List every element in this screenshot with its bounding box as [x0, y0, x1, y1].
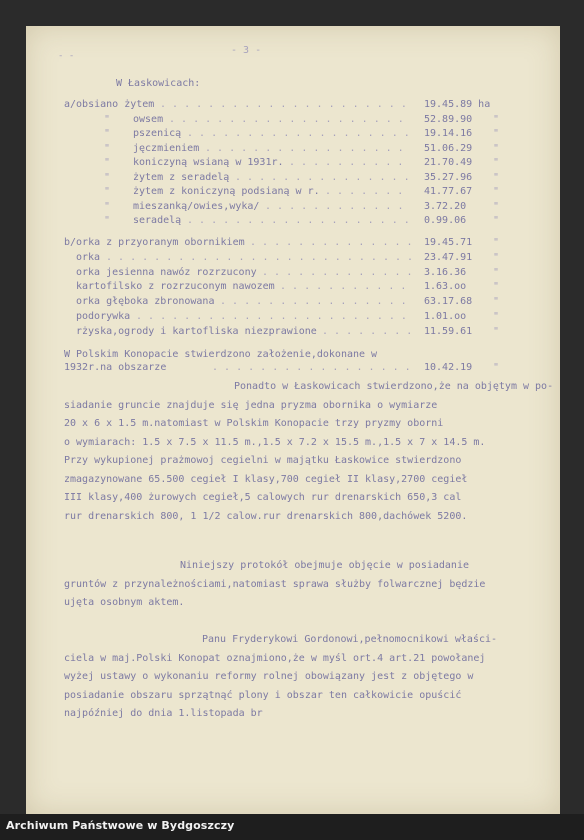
ditto-mark: ": [493, 215, 500, 226]
dot-leader: . . . . . . . . . . . .: [265, 200, 404, 212]
ditto-mark: ": [493, 266, 500, 278]
dot-leader: . . . . . . . . . . . . . . . . . . . . . . . . . .: [106, 251, 414, 263]
text-line: Ponadto w Łaskowicach stwierdzono,że na objętym w po-: [234, 381, 554, 392]
konopat-note-line1: W Polskim Konopacie stwierdzono założenie,dokonane w: [64, 349, 378, 360]
row-value: 52.89.90: [424, 113, 473, 125]
row-label: podorywka: [76, 311, 131, 322]
dot-leader: . . . . . . . . . . . . . .: [250, 237, 413, 248]
row-label: kartofilsko z rozrzuconym nawozem: [76, 281, 275, 293]
row-value: 1.63.oo: [424, 281, 467, 293]
text-line: o wymiarach: 1.5 x 7.5 x 11.5 m.,1.5 x 7.2 x 15.5 m.,1.5 x 7 x 14.5 m.: [64, 436, 486, 448]
page-number: - 3 -: [231, 45, 262, 56]
text-line: ujęta osobnym aktem.: [64, 597, 185, 608]
text-line: gruntów z przynależnościami,natomiast sprawa służby folwarcznej będzie: [64, 578, 486, 590]
row-label: orka głęboka zbronowana: [76, 296, 215, 308]
margin-mark: - -: [58, 51, 75, 61]
archive-footer: [0, 814, 584, 840]
ditto-mark: ": [493, 142, 500, 154]
row-value: 19.14.16: [424, 128, 473, 139]
dot-leader: . . . . . . . . . . . . . . . . .: [205, 142, 404, 154]
ditto-mark: ": [493, 251, 500, 263]
text-line: Niniejszy protokół obejmuje objęcie w posiadanie: [180, 560, 469, 571]
row-label: żytem z seradelą: [133, 171, 230, 183]
ditto-mark: ": [493, 171, 500, 183]
ditto-mark: ": [493, 113, 500, 125]
text-line: III klasy,400 żurowych cegieł,5 calowych rur drenarskich 650,3 cal: [64, 492, 462, 503]
row-label: owsem: [133, 113, 164, 125]
dot-leader: . . . . . . . . . . . . . . . . . . . .: [169, 113, 404, 125]
archive-name: Archiwum Państwowe w Bydgoszczy: [6, 819, 235, 832]
ditto-mark: ": [493, 157, 500, 168]
ditto-mark: ": [104, 215, 111, 226]
ditto-mark: ": [493, 237, 500, 248]
ditto-mark: ": [104, 113, 111, 125]
ditto-mark: ": [493, 186, 500, 197]
row-value: 63.17.68: [424, 296, 473, 308]
text-line: zmagazynowane 65.500 cegieł I klasy,700 cegieł II klasy,2700 cegieł: [64, 473, 468, 485]
ditto-mark: ": [493, 296, 500, 308]
ditto-mark: ": [493, 311, 500, 322]
ditto-mark: ": [104, 128, 111, 139]
row-value: 51.06.29: [424, 142, 473, 154]
ditto-mark: ": [104, 171, 111, 183]
row-label: koniczyną wsianą w 1931r.: [133, 157, 284, 168]
text-line: ciela w maj.Polski Konopat oznajmiono,że w myśl ort.4 art.21 powołanej: [64, 652, 486, 664]
row-label: a/obsiano żytem: [64, 99, 155, 110]
row-value: 0.99.06: [424, 215, 467, 226]
dot-leader: . . . . . . . . . .: [289, 157, 404, 168]
text-line: posiadanie obszaru sprzątnąć plony i obszar ten całkowicie opuścić: [64, 689, 462, 701]
row-value: 23.47.91: [424, 251, 473, 263]
text-line: Przy wykupionej prażmowoj cegielni w majątku Łaskowice stwierdzono: [64, 455, 462, 466]
dot-leader: . . . . . . . . . . . . . . . . .: [212, 362, 411, 373]
row-label: jęczmieniem: [133, 142, 200, 154]
row-value: 11.59.61: [424, 325, 473, 337]
ditto-mark: ": [493, 281, 500, 293]
row-label: żytem z koniczyną podsianą w r.: [133, 186, 320, 197]
ditto-mark: ": [493, 200, 500, 212]
row-label: orka: [76, 251, 101, 263]
ditto-mark: ": [493, 128, 500, 139]
dot-leader: . . . . . . . . . . . . . . .: [235, 171, 410, 183]
dot-leader: . . . . . . . . . . . . . . . . . . . . . . .: [136, 311, 407, 322]
row-label: seradelą: [133, 215, 182, 226]
konopat-value: 10.42.19: [424, 362, 473, 373]
location-header: W Łaskowicach:: [116, 78, 201, 89]
dot-leader: . . . . . . . . . . . . . . . . . . .: [187, 215, 410, 226]
dot-leader: . . . . . . . . . . . . . . . . . . .: [187, 128, 410, 139]
ditto-mark: ": [493, 362, 500, 373]
row-value: 3.72.20: [424, 200, 467, 212]
ditto-mark: ": [104, 157, 111, 168]
dot-leader: . . . . . . . . . . . . .: [262, 266, 413, 278]
dot-leader: . . . . . . . .: [322, 325, 413, 337]
konopat-note-line2: 1932r.na obszarze: [64, 362, 167, 373]
ditto-mark: ": [104, 142, 111, 154]
row-value: 19.45.71: [424, 237, 473, 248]
row-value: 1.01.oo: [424, 311, 467, 322]
row-value: 19.45.89 ha: [424, 99, 491, 110]
row-label: b/orka z przyoranym obornikiem: [64, 237, 245, 248]
row-label: orka jesienna nawóz rozrzucony: [76, 266, 257, 278]
text-line: rur drenarskich 800, 1 1/2 calow.rur drenarskich 800,dachówek 5200.: [64, 510, 468, 522]
row-value: 35.27.96: [424, 171, 473, 183]
row-label: mieszanką/owies,wyka/: [133, 200, 260, 212]
dot-leader: . . . . . . . . . . .: [280, 281, 407, 293]
dot-leader: . . . . . . . . . . . . . . . .: [220, 296, 407, 308]
dot-leader: . . . . . . .: [325, 186, 404, 197]
ditto-mark: ": [493, 325, 500, 337]
row-value: 41.77.67: [424, 186, 473, 197]
text-line: siadanie gruncie znajduje się jedna pryzma obornika o wymiarze: [64, 399, 438, 411]
row-label: rżyska,ogrody i kartofliska niezprawione: [76, 325, 317, 337]
text-line: najpóźniej do dnia 1.listopada br: [64, 708, 263, 719]
row-label: pszenicą: [133, 128, 182, 139]
row-value: 21.70.49: [424, 157, 473, 168]
ditto-mark: ": [104, 186, 111, 197]
text-line: 20 x 6 x 1.5 m.natomiast w Polskim Konopacie trzy pryzmy oborni: [64, 418, 444, 429]
text-line: Panu Fryderykowi Gordonowi,pełnomocnikowi właści-: [202, 634, 498, 645]
dot-leader: . . . . . . . . . . . . . . . . . . . . .: [160, 99, 407, 110]
row-value: 3.16.36: [424, 266, 467, 278]
ditto-mark: ": [104, 200, 111, 212]
text-line: wyżej ustawy o wykonaniu reformy rolnej obowiązany jest z objętego w: [64, 671, 474, 682]
